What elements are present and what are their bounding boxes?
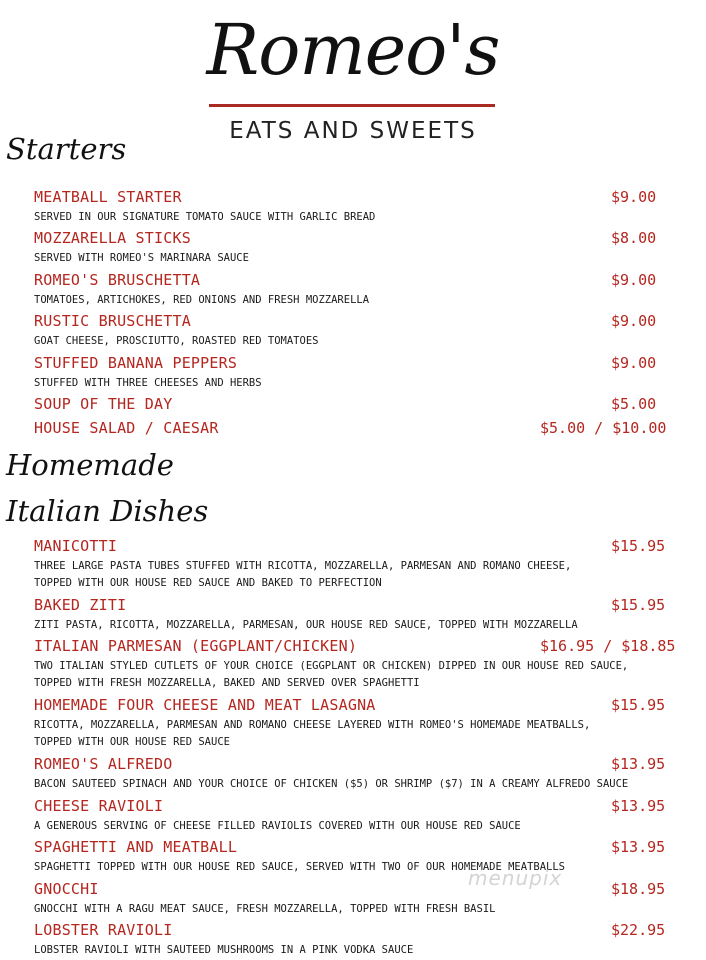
item-description: SERVED IN OUR SIGNATURE TOMATO SAUCE WITH GARLIC BREAD: [34, 211, 376, 223]
item-name: GNOCCHI: [34, 880, 99, 898]
item-price: $22.95: [611, 921, 666, 939]
item-price: $8.00: [611, 229, 657, 247]
item-name: STUFFED BANANA PEPPERS: [34, 354, 238, 372]
item-price: $9.00: [611, 188, 657, 206]
item-price: $16.95 / $18.85: [540, 637, 676, 655]
item-description-line2: TOPPED WITH OUR HOUSE RED SAUCE: [34, 736, 230, 748]
item-description: TWO ITALIAN STYLED CUTLETS OF YOUR CHOICE (EGGPLANT OR CHICKEN) DIPPED IN OUR HOUSE RED SAUCE,: [34, 660, 629, 672]
item-description: ZITI PASTA, RICOTTA, MOZZARELLA, PARMESAN, OUR HOUSE RED SAUCE, TOPPED WITH MOZZARELLA: [34, 619, 578, 631]
starters-heading: Starters: [6, 132, 127, 166]
item-description-line2: TOPPED WITH OUR HOUSE RED SAUCE AND BAKED TO PERFECTION: [34, 577, 382, 589]
header-divider: [209, 104, 495, 107]
item-price: $13.95: [611, 755, 666, 773]
item-description: A GENEROUS SERVING OF CHEESE FILLED RAVIOLIS COVERED WITH OUR HOUSE RED SAUCE: [34, 820, 521, 832]
item-description-line2: TOPPED WITH FRESH MOZZARELLA, BAKED AND SERVED OVER SPAGHETTI: [34, 677, 420, 689]
item-name: ROMEO'S BRUSCHETTA: [34, 271, 201, 289]
item-description: LOBSTER RAVIOLI WITH SAUTEED MUSHROOMS IN A PINK VODKA SAUCE: [34, 944, 414, 956]
italian-heading-line1: Homemade: [6, 448, 174, 482]
item-name: SPAGHETTI AND MEATBALL: [34, 838, 238, 856]
item-name: CHEESE RAVIOLI: [34, 797, 164, 815]
item-price: $13.95: [611, 838, 666, 856]
item-name: SOUP OF THE DAY: [34, 395, 173, 413]
item-description: GOAT CHEESE, PROSCIUTTO, ROASTED RED TOMATOES: [34, 335, 319, 347]
item-name: LOBSTER RAVIOLI: [34, 921, 173, 939]
item-price: $15.95: [611, 537, 666, 555]
item-name: MEATBALL STARTER: [34, 188, 182, 206]
item-description: RICOTTA, MOZZARELLA, PARMESAN AND ROMANO CHEESE LAYERED WITH ROMEO'S HOMEMADE MEATBALLS,: [34, 719, 591, 731]
item-description: SERVED WITH ROMEO'S MARINARA SAUCE: [34, 252, 249, 264]
item-price: $9.00: [611, 312, 657, 330]
item-name: ROMEO'S ALFREDO: [34, 755, 173, 773]
item-price: $9.00: [611, 354, 657, 372]
item-price: $13.95: [611, 797, 666, 815]
item-price: $9.00: [611, 271, 657, 289]
item-description: THREE LARGE PASTA TUBES STUFFED WITH RICOTTA, MOZZARELLA, PARMESAN AND ROMANO CHEESE,: [34, 560, 572, 572]
item-name: MANICOTTI: [34, 537, 118, 555]
item-description: GNOCCHI WITH A RAGU MEAT SAUCE, FRESH MOZZARELLA, TOPPED WITH FRESH BASIL: [34, 903, 496, 915]
item-name: MOZZARELLA STICKS: [34, 229, 191, 247]
item-description: TOMATOES, ARTICHOKES, RED ONIONS AND FRESH MOZZARELLA: [34, 294, 370, 306]
item-name: HOUSE SALAD / CAESAR: [34, 419, 219, 437]
watermark: menupix: [468, 866, 563, 890]
item-name: HOMEMADE FOUR CHEESE AND MEAT LASAGNA: [34, 696, 376, 714]
tagline: EATS AND SWEETS: [229, 118, 477, 144]
item-price: $5.00: [611, 395, 657, 413]
logo: Romeo's: [206, 9, 500, 91]
item-description: BACON SAUTEED SPINACH AND YOUR CHOICE OF CHICKEN ($5) OR SHRIMP ($7) IN A CREAMY ALFREDO SAUCE: [34, 778, 629, 790]
italian-heading-line2: Italian Dishes: [6, 494, 209, 528]
item-name: RUSTIC BRUSCHETTA: [34, 312, 191, 330]
item-price: $18.95: [611, 880, 666, 898]
item-price: $5.00 / $10.00: [540, 419, 667, 437]
item-name: ITALIAN PARMESAN (EGGPLANT/CHICKEN): [34, 637, 358, 655]
item-description: SPAGHETTI TOPPED WITH OUR HOUSE RED SAUCE, SERVED WITH TWO OF OUR HOMEMADE MEATBALLS: [34, 861, 566, 873]
item-description: STUFFED WITH THREE CHEESES AND HERBS: [34, 377, 262, 389]
item-price: $15.95: [611, 696, 666, 714]
item-price: $15.95: [611, 596, 666, 614]
item-name: BAKED ZITI: [34, 596, 127, 614]
